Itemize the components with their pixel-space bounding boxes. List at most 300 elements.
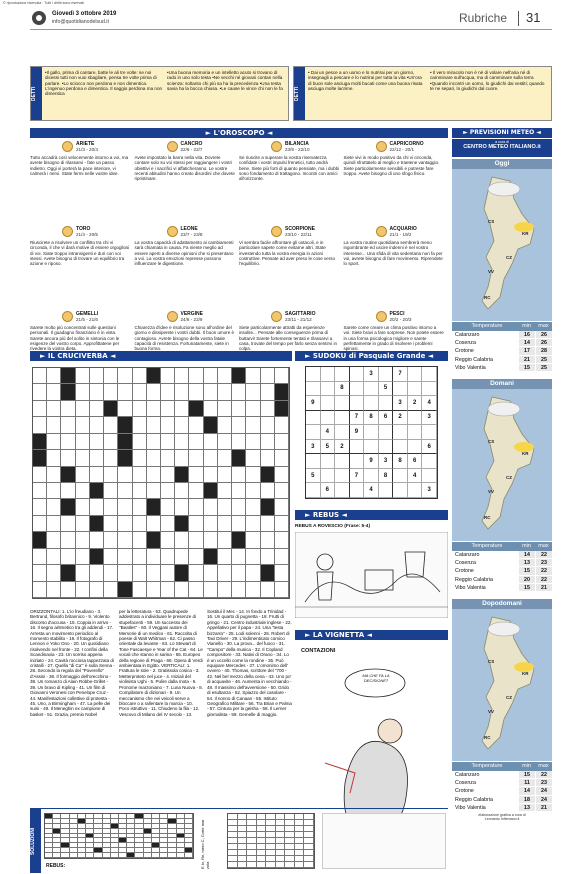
crossword-cell[interactable] <box>246 532 260 548</box>
crossword-cell[interactable] <box>261 384 275 400</box>
crossword-cell[interactable] <box>133 368 147 384</box>
crossword-cell[interactable] <box>133 582 147 598</box>
crossword-cell[interactable] <box>275 549 289 565</box>
crossword-cell[interactable] <box>33 417 47 433</box>
crossword-cell[interactable] <box>104 401 118 417</box>
crossword-cell[interactable] <box>189 483 203 499</box>
crossword-cell[interactable] <box>246 384 260 400</box>
crossword-cell[interactable] <box>147 565 161 581</box>
crossword-cell[interactable] <box>161 384 175 400</box>
crossword-cell[interactable] <box>189 516 203 532</box>
sudoku-cell[interactable] <box>393 483 408 498</box>
sudoku-cell[interactable] <box>306 454 321 469</box>
crossword-cell[interactable] <box>118 417 132 433</box>
sudoku-cell[interactable] <box>422 425 437 440</box>
crossword-cell[interactable] <box>61 499 75 515</box>
crossword-cell[interactable] <box>47 532 61 548</box>
sudoku-cell[interactable] <box>350 396 365 411</box>
sudoku-cell[interactable] <box>306 411 321 426</box>
crossword-cell[interactable] <box>204 499 218 515</box>
crossword-cell[interactable] <box>61 565 75 581</box>
crossword-cell[interactable] <box>175 582 189 598</box>
crossword-cell[interactable] <box>104 417 118 433</box>
crossword-cell[interactable] <box>133 434 147 450</box>
crossword-cell[interactable] <box>275 582 289 598</box>
crossword-cell[interactable] <box>33 499 47 515</box>
header-email[interactable]: info@quotidianodelsud.it <box>52 19 109 25</box>
sudoku-cell[interactable] <box>408 411 423 426</box>
crossword-cell[interactable] <box>246 565 260 581</box>
crossword-cell[interactable] <box>133 549 147 565</box>
crossword-cell[interactable] <box>232 549 246 565</box>
sudoku-cell[interactable]: 9 <box>306 396 321 411</box>
crossword-cell[interactable] <box>61 582 75 598</box>
crossword-cell[interactable] <box>33 549 47 565</box>
crossword-cell[interactable] <box>189 401 203 417</box>
crossword-cell[interactable] <box>33 532 47 548</box>
crossword-cell[interactable] <box>175 499 189 515</box>
crossword-cell[interactable] <box>104 384 118 400</box>
crossword-cell[interactable] <box>76 565 90 581</box>
crossword-cell[interactable] <box>147 467 161 483</box>
crossword-cell[interactable] <box>90 467 104 483</box>
sudoku-cell[interactable] <box>393 425 408 440</box>
crossword-cell[interactable] <box>218 368 232 384</box>
crossword-cell[interactable] <box>76 499 90 515</box>
crossword-cell[interactable] <box>218 582 232 598</box>
sudoku-cell[interactable] <box>335 483 350 498</box>
crossword-cell[interactable] <box>33 450 47 466</box>
crossword-cell[interactable] <box>175 565 189 581</box>
sudoku-cell[interactable]: 5 <box>321 440 336 455</box>
crossword-cell[interactable] <box>275 467 289 483</box>
sudoku-cell[interactable] <box>321 454 336 469</box>
sudoku-cell[interactable] <box>408 440 423 455</box>
crossword-cell[interactable] <box>90 401 104 417</box>
crossword-cell[interactable] <box>147 401 161 417</box>
sudoku-cell[interactable] <box>335 469 350 484</box>
crossword-cell[interactable] <box>275 532 289 548</box>
sudoku-cell[interactable] <box>306 367 321 382</box>
crossword-cell[interactable] <box>76 516 90 532</box>
crossword-cell[interactable] <box>118 565 132 581</box>
crossword-cell[interactable] <box>218 401 232 417</box>
crossword-cell[interactable] <box>218 532 232 548</box>
sudoku-cell[interactable] <box>335 425 350 440</box>
crossword-cell[interactable] <box>161 401 175 417</box>
crossword-cell[interactable] <box>118 368 132 384</box>
crossword-cell[interactable] <box>33 565 47 581</box>
crossword-cell[interactable] <box>104 582 118 598</box>
crossword-cell[interactable] <box>204 565 218 581</box>
crossword-cell[interactable] <box>261 582 275 598</box>
crossword-cell[interactable] <box>218 549 232 565</box>
sudoku-cell[interactable] <box>335 396 350 411</box>
sudoku-cell[interactable]: 3 <box>422 411 437 426</box>
crossword-cell[interactable] <box>133 565 147 581</box>
sudoku-cell[interactable]: 8 <box>379 469 394 484</box>
sudoku-cell[interactable]: 3 <box>422 483 437 498</box>
crossword-cell[interactable] <box>218 467 232 483</box>
sudoku-cell[interactable] <box>422 469 437 484</box>
crossword-cell[interactable] <box>104 450 118 466</box>
crossword-cell[interactable] <box>261 401 275 417</box>
crossword-cell[interactable] <box>147 516 161 532</box>
crossword-cell[interactable] <box>61 434 75 450</box>
crossword-cell[interactable] <box>133 516 147 532</box>
crossword-cell[interactable] <box>90 368 104 384</box>
crossword-cell[interactable] <box>118 467 132 483</box>
sudoku-cell[interactable]: 7 <box>393 367 408 382</box>
sudoku-cell[interactable] <box>379 396 394 411</box>
sudoku-cell[interactable]: 4 <box>364 483 379 498</box>
sudoku-cell[interactable] <box>364 396 379 411</box>
crossword-cell[interactable] <box>161 549 175 565</box>
crossword-cell[interactable] <box>161 499 175 515</box>
crossword-cell[interactable] <box>76 417 90 433</box>
crossword-cell[interactable] <box>204 450 218 466</box>
crossword-cell[interactable] <box>261 467 275 483</box>
sudoku-cell[interactable] <box>306 483 321 498</box>
sudoku-cell[interactable] <box>350 367 365 382</box>
crossword-cell[interactable] <box>275 401 289 417</box>
crossword-cell[interactable] <box>118 483 132 499</box>
crossword-cell[interactable] <box>261 368 275 384</box>
crossword-cell[interactable] <box>47 549 61 565</box>
crossword-cell[interactable] <box>232 483 246 499</box>
sudoku-cell[interactable]: 4 <box>408 469 423 484</box>
crossword-cell[interactable] <box>118 532 132 548</box>
crossword-cell[interactable] <box>76 549 90 565</box>
crossword-cell[interactable] <box>275 565 289 581</box>
crossword-cell[interactable] <box>90 532 104 548</box>
crossword-cell[interactable] <box>261 549 275 565</box>
sudoku-cell[interactable] <box>321 469 336 484</box>
sudoku-cell[interactable] <box>379 367 394 382</box>
crossword-cell[interactable] <box>246 549 260 565</box>
crossword-cell[interactable] <box>147 483 161 499</box>
crossword-cell[interactable] <box>133 384 147 400</box>
crossword-cell[interactable] <box>189 384 203 400</box>
sudoku-cell[interactable] <box>393 440 408 455</box>
crossword-cell[interactable] <box>90 582 104 598</box>
crossword-cell[interactable] <box>118 450 132 466</box>
crossword-cell[interactable] <box>204 384 218 400</box>
crossword-cell[interactable] <box>47 483 61 499</box>
crossword-cell[interactable] <box>61 549 75 565</box>
crossword-cell[interactable] <box>246 417 260 433</box>
sudoku-cell[interactable] <box>321 367 336 382</box>
crossword-cell[interactable] <box>118 384 132 400</box>
crossword-cell[interactable] <box>104 467 118 483</box>
crossword-cell[interactable] <box>246 499 260 515</box>
crossword-cell[interactable] <box>133 483 147 499</box>
crossword-cell[interactable] <box>47 499 61 515</box>
crossword-cell[interactable] <box>104 516 118 532</box>
sudoku-cell[interactable]: 6 <box>422 440 437 455</box>
crossword-cell[interactable] <box>232 417 246 433</box>
crossword-cell[interactable] <box>47 582 61 598</box>
crossword-cell[interactable] <box>175 384 189 400</box>
crossword-cell[interactable] <box>33 467 47 483</box>
crossword-cell[interactable] <box>275 434 289 450</box>
sudoku-cell[interactable] <box>422 382 437 397</box>
crossword-cell[interactable] <box>232 368 246 384</box>
crossword-cell[interactable] <box>175 368 189 384</box>
crossword-cell[interactable] <box>33 483 47 499</box>
sudoku-cell[interactable] <box>350 440 365 455</box>
crossword-cell[interactable] <box>175 450 189 466</box>
crossword-cell[interactable] <box>161 450 175 466</box>
crossword-cell[interactable] <box>232 516 246 532</box>
sudoku-cell[interactable] <box>335 454 350 469</box>
crossword-cell[interactable] <box>218 499 232 515</box>
sudoku-cell[interactable]: 5 <box>379 382 394 397</box>
crossword-cell[interactable] <box>147 499 161 515</box>
crossword-cell[interactable] <box>275 516 289 532</box>
sudoku-cell[interactable] <box>321 411 336 426</box>
crossword-cell[interactable] <box>218 417 232 433</box>
sudoku-cell[interactable]: 6 <box>408 454 423 469</box>
crossword-cell[interactable] <box>161 516 175 532</box>
sudoku-cell[interactable] <box>408 382 423 397</box>
crossword-cell[interactable] <box>261 499 275 515</box>
crossword-cell[interactable] <box>261 450 275 466</box>
sudoku-cell[interactable]: 2 <box>393 411 408 426</box>
crossword-cell[interactable] <box>104 499 118 515</box>
crossword-cell[interactable] <box>189 467 203 483</box>
crossword-cell[interactable] <box>61 532 75 548</box>
crossword-cell[interactable] <box>161 467 175 483</box>
sudoku-cell[interactable] <box>408 425 423 440</box>
sudoku-cell[interactable] <box>379 483 394 498</box>
crossword-cell[interactable] <box>133 450 147 466</box>
crossword-cell[interactable] <box>246 401 260 417</box>
sudoku-cell[interactable] <box>408 483 423 498</box>
crossword-cell[interactable] <box>189 434 203 450</box>
crossword-cell[interactable] <box>33 582 47 598</box>
crossword-cell[interactable] <box>275 450 289 466</box>
crossword-cell[interactable] <box>90 417 104 433</box>
sudoku-cell[interactable]: 4 <box>321 425 336 440</box>
crossword-cell[interactable] <box>47 401 61 417</box>
crossword-cell[interactable] <box>232 384 246 400</box>
crossword-cell[interactable] <box>246 483 260 499</box>
crossword-cell[interactable] <box>47 516 61 532</box>
crossword-cell[interactable] <box>204 434 218 450</box>
crossword-cell[interactable] <box>76 582 90 598</box>
sudoku-cell[interactable]: 3 <box>306 440 321 455</box>
crossword-cell[interactable] <box>47 565 61 581</box>
crossword-cell[interactable] <box>118 401 132 417</box>
sudoku-cell[interactable] <box>379 440 394 455</box>
sudoku-cell[interactable] <box>350 454 365 469</box>
sudoku-cell[interactable]: 5 <box>306 469 321 484</box>
crossword-cell[interactable] <box>275 483 289 499</box>
crossword-cell[interactable] <box>104 532 118 548</box>
crossword-cell[interactable] <box>90 499 104 515</box>
crossword-cell[interactable] <box>133 532 147 548</box>
sudoku-cell[interactable]: 3 <box>379 454 394 469</box>
sudoku-cell[interactable]: 3 <box>393 396 408 411</box>
sudoku-cell[interactable]: 9 <box>364 454 379 469</box>
crossword-cell[interactable] <box>218 450 232 466</box>
crossword-cell[interactable] <box>147 384 161 400</box>
crossword-cell[interactable] <box>161 417 175 433</box>
crossword-cell[interactable] <box>147 368 161 384</box>
crossword-cell[interactable] <box>161 565 175 581</box>
crossword-cell[interactable] <box>76 532 90 548</box>
sudoku-cell[interactable]: 4 <box>422 396 437 411</box>
crossword-cell[interactable] <box>261 417 275 433</box>
crossword-cell[interactable] <box>161 532 175 548</box>
crossword-cell[interactable] <box>232 532 246 548</box>
crossword-cell[interactable] <box>232 401 246 417</box>
crossword-cell[interactable] <box>246 450 260 466</box>
crossword-cell[interactable] <box>133 401 147 417</box>
sudoku-cell[interactable]: 8 <box>393 454 408 469</box>
crossword-cell[interactable] <box>218 434 232 450</box>
crossword-cell[interactable] <box>76 368 90 384</box>
sudoku-cell[interactable] <box>422 367 437 382</box>
crossword-cell[interactable] <box>246 516 260 532</box>
crossword-cell[interactable] <box>47 450 61 466</box>
crossword-cell[interactable] <box>47 434 61 450</box>
crossword-cell[interactable] <box>232 450 246 466</box>
crossword-cell[interactable] <box>104 565 118 581</box>
crossword-cell[interactable] <box>147 532 161 548</box>
crossword-cell[interactable] <box>218 483 232 499</box>
sudoku-cell[interactable] <box>306 382 321 397</box>
crossword-cell[interactable] <box>175 434 189 450</box>
sudoku-cell[interactable] <box>306 425 321 440</box>
crossword-cell[interactable] <box>204 549 218 565</box>
crossword-cell[interactable] <box>204 516 218 532</box>
crossword-cell[interactable] <box>76 483 90 499</box>
sudoku-cell[interactable] <box>335 367 350 382</box>
crossword-cell[interactable] <box>232 582 246 598</box>
crossword-cell[interactable] <box>218 384 232 400</box>
crossword-cell[interactable] <box>189 368 203 384</box>
crossword-cell[interactable] <box>204 582 218 598</box>
crossword-cell[interactable] <box>261 565 275 581</box>
crossword-cell[interactable] <box>47 467 61 483</box>
crossword-cell[interactable] <box>47 384 61 400</box>
sudoku-cell[interactable] <box>364 425 379 440</box>
crossword-cell[interactable] <box>104 368 118 384</box>
sudoku-cell[interactable] <box>408 367 423 382</box>
crossword-cell[interactable] <box>189 450 203 466</box>
sudoku-cell[interactable] <box>350 483 365 498</box>
sudoku-cell[interactable] <box>364 469 379 484</box>
crossword-cell[interactable] <box>104 483 118 499</box>
crossword-cell[interactable] <box>246 582 260 598</box>
crossword-cell[interactable] <box>246 368 260 384</box>
crossword-cell[interactable] <box>76 434 90 450</box>
crossword-cell[interactable] <box>161 582 175 598</box>
crossword-cell[interactable] <box>204 401 218 417</box>
crossword-cell[interactable] <box>33 434 47 450</box>
sudoku-cell[interactable]: 9 <box>350 425 365 440</box>
crossword-cell[interactable] <box>189 582 203 598</box>
crossword-cell[interactable] <box>175 549 189 565</box>
crossword-cell[interactable] <box>90 483 104 499</box>
crossword-cell[interactable] <box>175 467 189 483</box>
crossword-cell[interactable] <box>104 434 118 450</box>
crossword-cell[interactable] <box>61 483 75 499</box>
sudoku-cell[interactable]: 7 <box>350 411 365 426</box>
crossword-cell[interactable] <box>261 532 275 548</box>
crossword-cell[interactable] <box>147 450 161 466</box>
crossword-cell[interactable] <box>147 582 161 598</box>
crossword-cell[interactable] <box>175 401 189 417</box>
crossword-cell[interactable] <box>118 499 132 515</box>
sudoku-cell[interactable] <box>393 469 408 484</box>
crossword-cell[interactable] <box>204 483 218 499</box>
crossword-cell[interactable] <box>189 532 203 548</box>
sudoku-cell[interactable]: 2 <box>335 440 350 455</box>
sudoku-cell[interactable]: 8 <box>364 411 379 426</box>
crossword-cell[interactable] <box>246 467 260 483</box>
crossword-cell[interactable] <box>47 417 61 433</box>
crossword-cell[interactable] <box>118 516 132 532</box>
crossword-cell[interactable] <box>33 384 47 400</box>
crossword-cell[interactable] <box>33 368 47 384</box>
crossword-cell[interactable] <box>189 549 203 565</box>
crossword-cell[interactable] <box>104 549 118 565</box>
sudoku-cell[interactable] <box>321 396 336 411</box>
sudoku-cell[interactable] <box>350 382 365 397</box>
sudoku-cell[interactable] <box>321 382 336 397</box>
sudoku-cell[interactable] <box>364 440 379 455</box>
crossword-cell[interactable] <box>232 434 246 450</box>
crossword-cell[interactable] <box>118 582 132 598</box>
crossword-cell[interactable] <box>90 434 104 450</box>
crossword-cell[interactable] <box>232 499 246 515</box>
crossword-cell[interactable] <box>161 483 175 499</box>
crossword-cell[interactable] <box>161 434 175 450</box>
crossword-cell[interactable] <box>147 434 161 450</box>
crossword-cell[interactable] <box>61 368 75 384</box>
crossword-cell[interactable] <box>33 516 47 532</box>
crossword-cell[interactable] <box>76 401 90 417</box>
crossword-cell[interactable] <box>147 549 161 565</box>
sudoku-cell[interactable]: 7 <box>350 469 365 484</box>
crossword-cell[interactable] <box>189 565 203 581</box>
crossword-cell[interactable] <box>90 450 104 466</box>
sudoku-cell[interactable] <box>379 425 394 440</box>
crossword-cell[interactable] <box>90 384 104 400</box>
sudoku-cell[interactable]: 6 <box>379 411 394 426</box>
crossword-cell[interactable] <box>204 417 218 433</box>
crossword-cell[interactable] <box>161 368 175 384</box>
crossword-cell[interactable] <box>175 483 189 499</box>
crossword-cell[interactable] <box>147 417 161 433</box>
crossword-cell[interactable] <box>61 384 75 400</box>
crossword-cell[interactable] <box>275 499 289 515</box>
crossword-cell[interactable] <box>204 532 218 548</box>
crossword-cell[interactable] <box>175 516 189 532</box>
crossword-cell[interactable] <box>133 417 147 433</box>
crossword-cell[interactable] <box>133 499 147 515</box>
crossword-cell[interactable] <box>118 549 132 565</box>
crossword-cell[interactable] <box>61 417 75 433</box>
sudoku-cell[interactable]: 2 <box>408 396 423 411</box>
sudoku-cell[interactable] <box>393 382 408 397</box>
crossword-cell[interactable] <box>90 549 104 565</box>
crossword-cell[interactable] <box>232 565 246 581</box>
sudoku-cell[interactable]: 6 <box>321 483 336 498</box>
